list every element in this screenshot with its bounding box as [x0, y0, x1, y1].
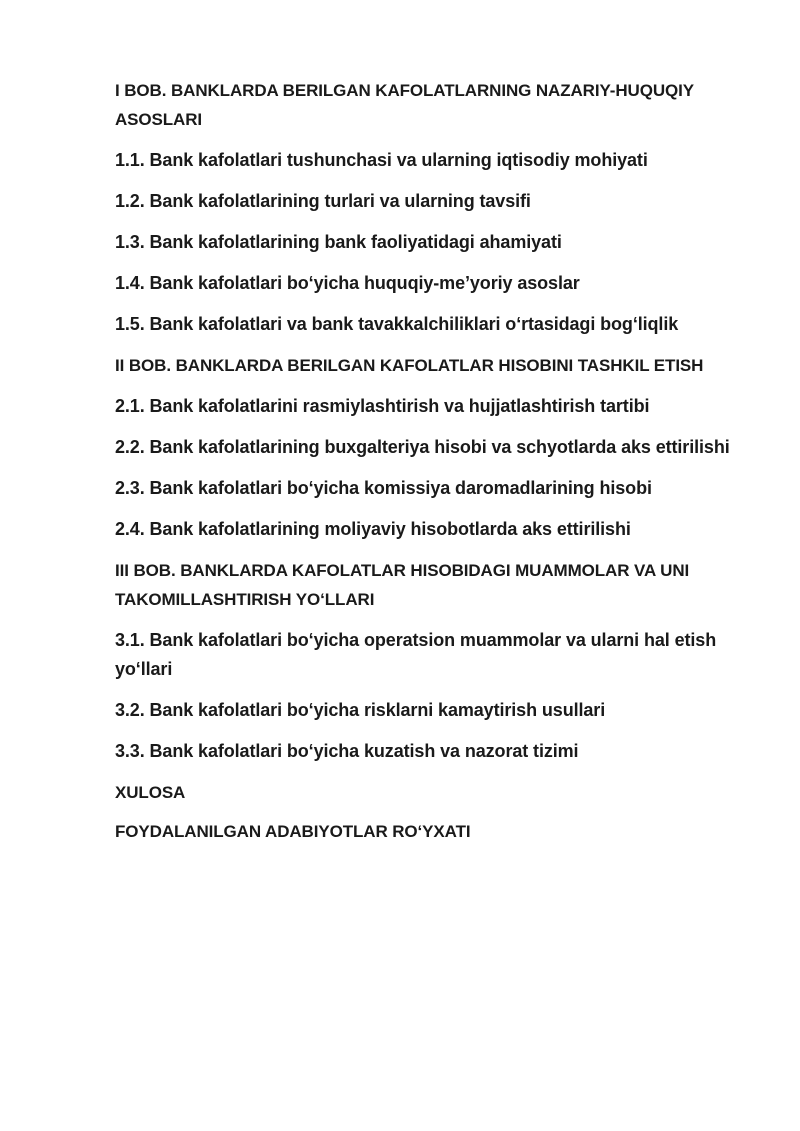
toc-section-2-4: 2.4. Bank kafolatlarining moliyaviy hisobotlarda aks ettirilishi — [115, 519, 631, 539]
toc-section-3-3: 3.3. Bank kafolatlari bo‘yicha kuzatish va nazorat tizimi — [115, 741, 579, 761]
toc-chapter-3: III BOB. BANKLARDA KAFOLATLAR HISOBIDAGI MUAMMOLAR VA UNI TAKOMILLASHTIRISH YO‘LLARI — [115, 561, 690, 609]
toc-chapter-1: I BOB. BANKLARDA BERILGAN KAFOLATLARNING NAZARIY-HUQUQIY ASOSLARI — [115, 81, 694, 129]
toc-section-2-1: 2.1. Bank kafolatlarini rasmiylashtirish va hujjatlashtirish tartibi — [115, 396, 650, 416]
toc-conclusion: XULOSA — [115, 783, 186, 802]
toc-section-1-2: 1.2. Bank kafolatlarining turlari va ularning tavsifi — [115, 191, 531, 211]
toc-section-3-2: 3.2. Bank kafolatlari bo‘yicha risklarni kamaytirish usullari — [115, 700, 606, 720]
toc-section-1-1: 1.1. Bank kafolatlari tushunchasi va ularning iqtisodiy mohiyati — [115, 150, 648, 170]
toc-section-2-2: 2.2. Bank kafolatlarining buxgalteriya hisobi va schyotlarda aks ettirilishi — [115, 437, 730, 457]
toc-references: FOYDALANILGAN ADABIYOTLAR RO‘YXATI — [115, 822, 471, 841]
toc-section-1-4: 1.4. Bank kafolatlari bo‘yicha huquqiy-me’yoriy asoslar — [115, 273, 580, 293]
toc-chapter-2: II BOB. BANKLARDA BERILGAN KAFOLATLAR HISOBINI TASHKIL ETISH — [115, 356, 704, 375]
toc-section-1-5: 1.5. Bank kafolatlari va bank tavakkalchiliklari o‘rtasidagi bog‘liqlik — [115, 314, 679, 334]
toc-section-3-1: 3.1. Bank kafolatlari bo‘yicha operatsion muammolar va ularni hal etish yo‘llari — [115, 630, 717, 679]
toc-section-1-3: 1.3. Bank kafolatlarining bank faoliyatidagi ahamiyati — [115, 232, 562, 252]
toc-section-2-3: 2.3. Bank kafolatlari bo‘yicha komissiya daromadlarining hisobi — [115, 478, 652, 498]
table-of-contents — [115, 76, 740, 858]
